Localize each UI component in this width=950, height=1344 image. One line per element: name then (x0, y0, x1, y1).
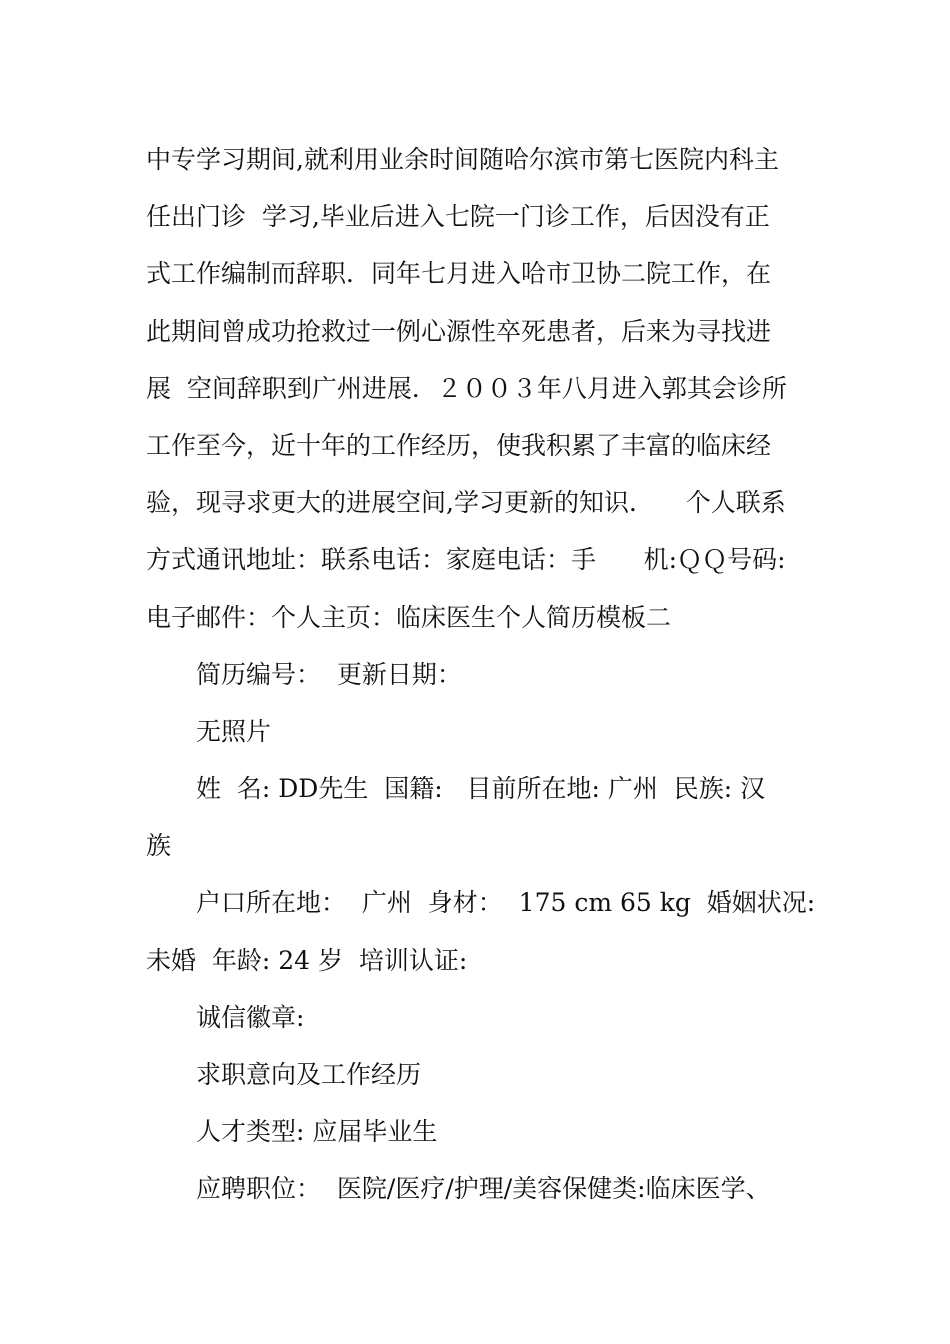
photo-placeholder-text: 无照片 (196, 716, 272, 746)
text-line: 方式通讯地址：联系电话：家庭电话：手 机:ＱＱ号码: (146, 545, 786, 575)
personal-info-line: 户口所在地： 广州 身材： 175 cm 65 kg 婚姻状况: (196, 888, 816, 918)
resume-number-line: 简历编号： 更新日期： (196, 659, 462, 689)
text-line: 式工作编制而辞职．同年七月进入哈市卫协二院工作，在 (146, 259, 772, 289)
text-line: 电子邮件：个人主页：临床医生个人简历模板二 (146, 602, 672, 632)
integrity-badge-line: 诚信徽章: (196, 1002, 305, 1032)
text-line: 工作至今，近十年的工作经历，使我积累了丰富的临床经 (146, 430, 772, 460)
text-line: 未婚 年龄: 24 岁 培训认证: (146, 945, 468, 975)
talent-type-line: 人才类型: 应届毕业生 (196, 1117, 438, 1147)
section-heading: 求职意向及工作经历 (196, 1060, 422, 1089)
text-line: 此期间曾成功抢救过一例心源性卒死患者，后来为寻找进 (146, 316, 772, 346)
personal-info-line: 姓 名: DD先生 国籍: 目前所在地: 广州 民族: 汉 (196, 774, 766, 804)
document-body (146, 131, 816, 1218)
text-line: 族 (146, 831, 172, 861)
applied-position-line: 应聘职位： 医院/医疗/护理/美容保健类:临床医学、 (196, 1174, 771, 1204)
text-line: 展 空间辞职到广州进展．２００３年八月进入郭其会诊所 (146, 373, 787, 403)
text-line: 任出门诊 学习,毕业后进入七院一门诊工作，后因没有正 (146, 202, 770, 232)
text-line: 中专学习期间,就利用业余时间随哈尔滨市第七医院内科主 (146, 145, 779, 174)
text-line: 验，现寻求更大的进展空间,学习更新的知识． 个人联系 (146, 488, 786, 518)
